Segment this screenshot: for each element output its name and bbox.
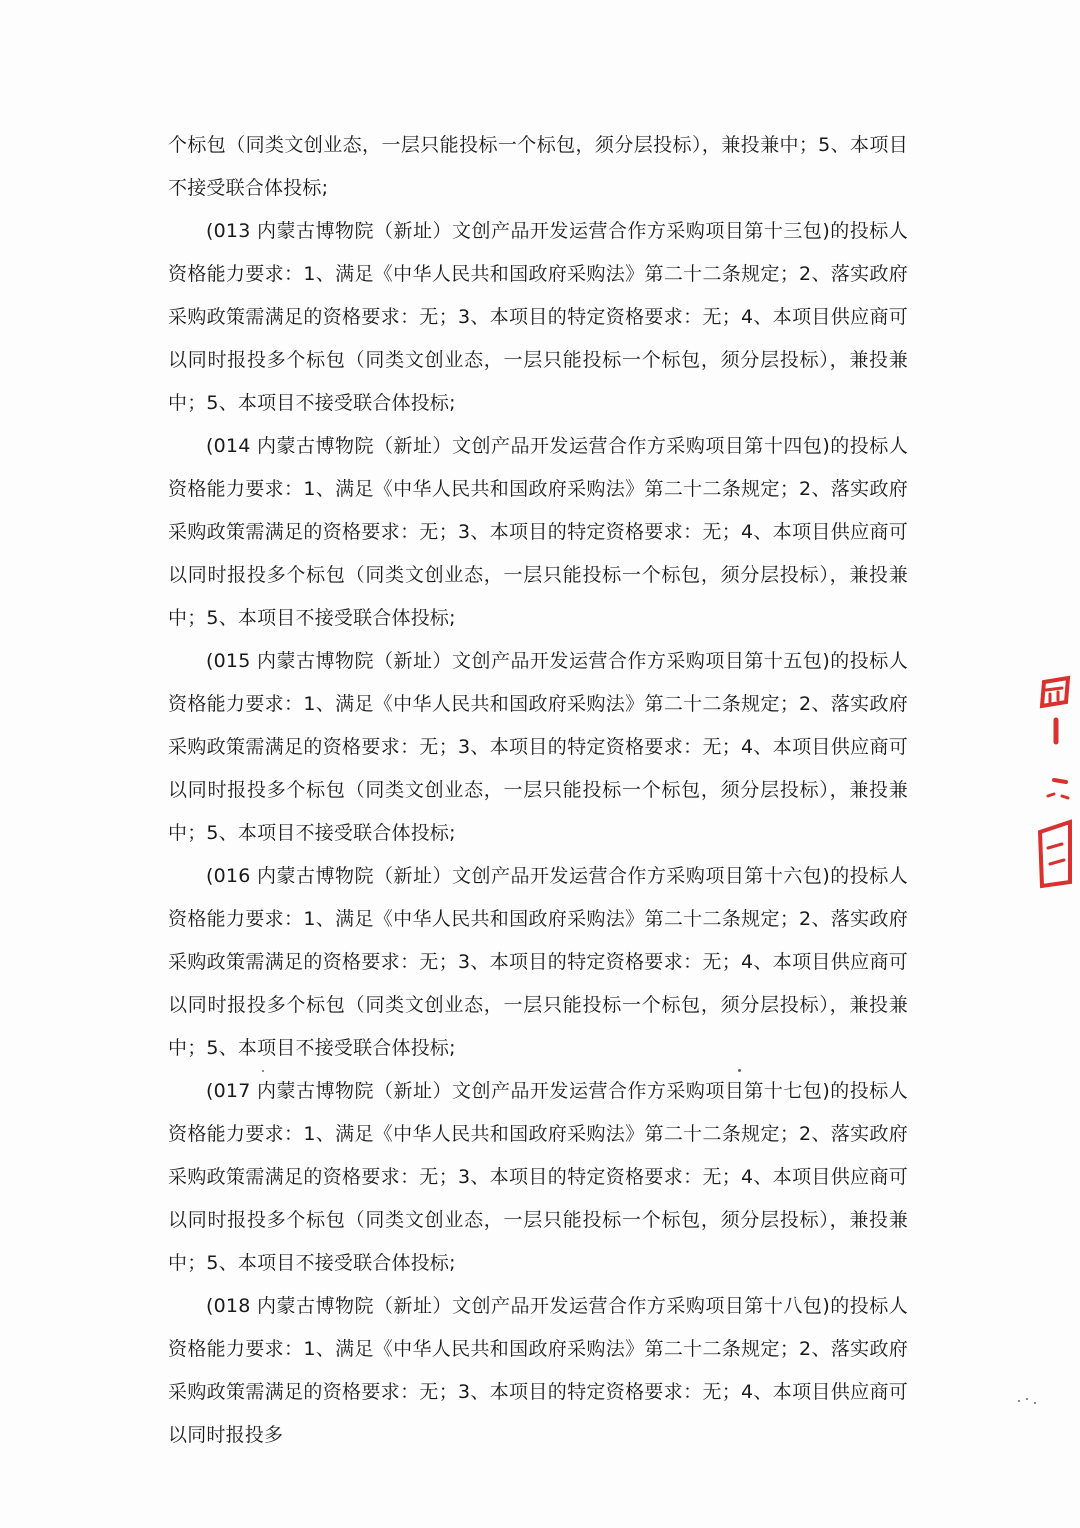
- scan-speck: [738, 1069, 741, 1072]
- paragraph-package-014: (014 内蒙古博物院（新址）文创产品开发运营合作方采购项目第十四包)的投标人资格能力要求：1、满足《中华人民共和国政府采购法》第二十二条规定；2、落实政府采购政策需满足的资格要求：无；3、本项目的特定资格要求：无；4、本项目供应商可以同时报投多个标包（同类文创业态，一层只能投标一个标包，须分层投标），兼投兼中；5、本项目不接受联合体投标;: [168, 435, 908, 629]
- paragraph-package-017: (017 内蒙古博物院（新址）文创产品开发运营合作方采购项目第十七包)的投标人资格能力要求：1、满足《中华人民共和国政府采购法》第二十二条规定；2、落实政府采购政策需满足的资格要求：无；3、本项目的特定资格要求：无；4、本项目供应商可以同时报投多个标包（同类文创业态，一层只能投标一个标包，须分层投标），兼投兼中；5、本项目不接受联合体投标;: [168, 1080, 908, 1274]
- scan-speck: [1026, 1398, 1028, 1400]
- paragraph-package-016: (016 内蒙古博物院（新址）文创产品开发运营合作方采购项目第十六包)的投标人资格能力要求：1、满足《中华人民共和国政府采购法》第二十二条规定；2、落实政府采购政策需满足的资格要求：无；3、本项目的特定资格要求：无；4、本项目供应商可以同时报投多个标包（同类文创业态，一层只能投标一个标包，须分层投标），兼投兼中；5、本项目不接受联合体投标;: [168, 865, 908, 1059]
- paragraph-package-018: (018 内蒙古博物院（新址）文创产品开发运营合作方采购项目第十八包)的投标人资格能力要求：1、满足《中华人民共和国政府采购法》第二十二条规定；2、落实政府采购政策需满足的资格要求：无；3、本项目的特定资格要求：无；4、本项目供应商可以同时报投多: [168, 1295, 908, 1446]
- scan-speck: [1018, 1400, 1020, 1402]
- paragraph-package-013: (013 内蒙古博物院（新址）文创产品开发运营合作方采购项目第十三包)的投标人资格能力要求：1、满足《中华人民共和国政府采购法》第二十二条规定；2、落实政府采购政策需满足的资格要求：无；3、本项目的特定资格要求：无；4、本项目供应商可以同时报投多个标包（同类文创业态，一层只能投标一个标包，须分层投标），兼投兼中；5、本项目不接受联合体投标;: [168, 220, 908, 414]
- document-body: [168, 124, 908, 1457]
- scan-speck: [262, 1070, 264, 1072]
- scan-speck: [1034, 1402, 1036, 1404]
- paragraph-continuation: 个标包（同类文创业态，一层只能投标一个标包，须分层投标），兼投兼中；5、本项目不接受联合体投标;: [168, 134, 908, 199]
- paragraph-package-015: (015 内蒙古博物院（新址）文创产品开发运营合作方采购项目第十五包)的投标人资格能力要求：1、满足《中华人民共和国政府采购法》第二十二条规定；2、落实政府采购政策需满足的资格要求：无；3、本项目的特定资格要求：无；4、本项目供应商可以同时报投多个标包（同类文创业态，一层只能投标一个标包，须分层投标），兼投兼中；5、本项目不接受联合体投标;: [168, 650, 908, 844]
- red-seal-fragment: [1036, 672, 1076, 902]
